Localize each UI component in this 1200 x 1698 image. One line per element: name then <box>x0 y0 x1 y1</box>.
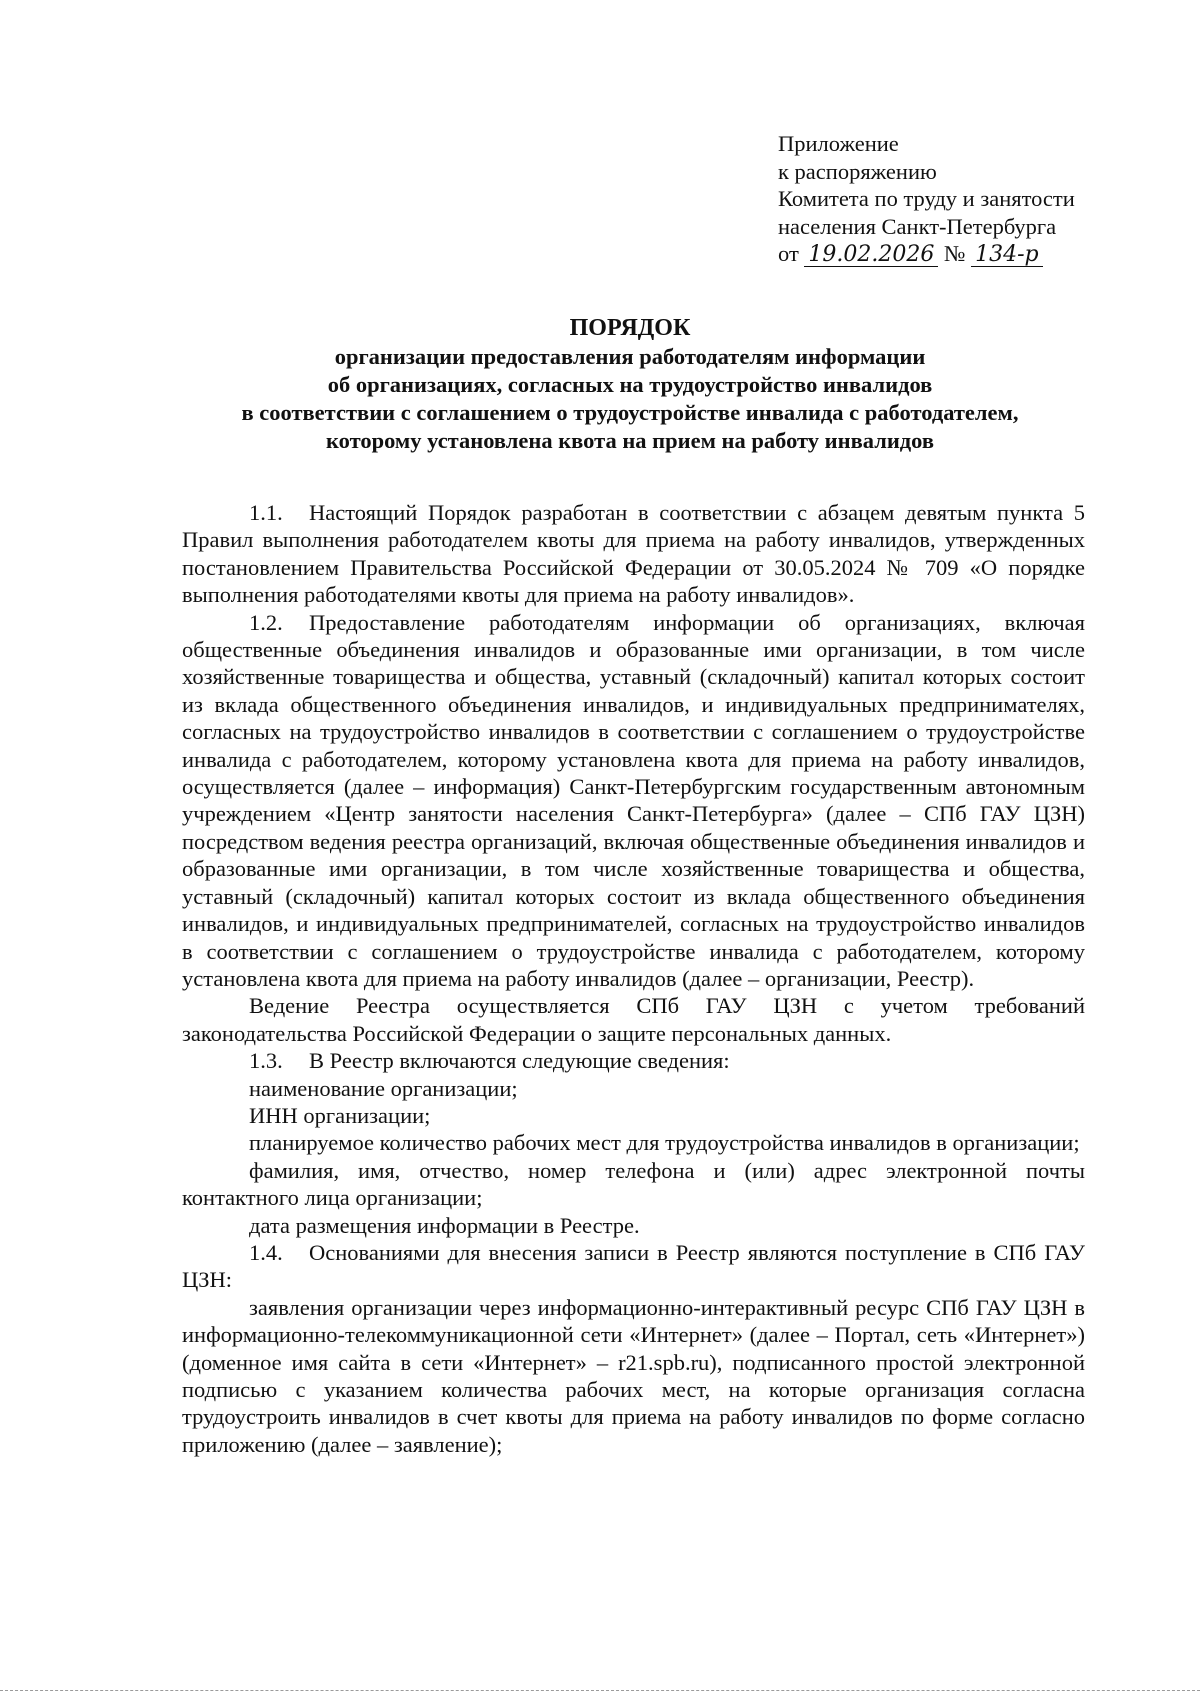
list-item <box>182 1157 1085 1212</box>
paragraph-text: дата размещения информации в Реестре. <box>249 1212 640 1238</box>
paragraph-text: фамилия, имя, отчество, номер телефона и (или) адрес электронной почты контактного лица организации; <box>182 1157 1085 1211</box>
annex-date-line <box>778 240 1108 268</box>
paragraph-number: 1.3. <box>249 1048 283 1074</box>
paragraph-text: Основаниями для внесения записи в Реестр являются поступление в СПб ГАУ ЦЗН: <box>182 1239 1085 1293</box>
scan-bottom-edge <box>0 1690 1200 1691</box>
paragraph-1-2 <box>182 609 1085 993</box>
paragraph-text: Ведение Реестра осуществляется СПб ГАУ ЦЗН с учетом требований законодательства Российской Федерации о защите персональных данных. <box>182 993 1085 1046</box>
paragraph-number: 1.1. <box>249 500 283 525</box>
title-main: ПОРЯДОК <box>569 315 691 341</box>
paragraph-text: Настоящий Порядок разработан в соответствии с абзацем девятым пункта 5 Правил выполнения работодателем квоты для приема на работу инвалидов, утвержденных постановлением Правительства Российской Федерации от 30.05.2024 № 709 «О порядке выполнения работодателями квоты для приема на работу инвалидов». <box>182 500 1085 608</box>
list-item <box>182 1075 1085 1102</box>
paragraph-text: наименование организации; <box>249 1075 518 1101</box>
list-item <box>182 1102 1085 1129</box>
title-sub-line-1: организации предоставления работодателям информации <box>334 344 926 369</box>
document-title <box>200 313 1060 455</box>
paragraph-1-3 <box>182 1047 1085 1074</box>
paragraph-text: планируемое количество рабочих мест для трудоустройства инвалидов в организации; <box>249 1130 1080 1156</box>
paragraph-1-4 <box>182 1239 1085 1294</box>
paragraph-registry-maintenance <box>182 992 1085 1047</box>
annex-line-3: Комитета по труду и занятости <box>778 186 1075 211</box>
paragraph-1-1 <box>182 499 1085 609</box>
title-sub-line-2: об организациях, согласных на трудоустройство инвалидов <box>327 372 933 397</box>
paragraph-text: ИНН организации; <box>249 1102 431 1128</box>
paragraph-text: В Реестр включаются следующие сведения: <box>309 1048 730 1074</box>
handwritten-date: 19.02.2026 <box>804 244 938 267</box>
handwritten-number: 134-р <box>971 244 1043 267</box>
title-sub-line-3: в соответствии с соглашением о трудоустройстве инвалида с работодателем, <box>241 400 1019 425</box>
title-sub-line-4: которому установлена квота на прием на работу инвалидов <box>325 428 935 453</box>
paragraph-text: Предоставление работодателям информации об организациях, включая общественные объединения инвалидов и образованные ими организации, в том числе хозяйственные товарищества и общества, уставный (складочный) капитал которых состоит из вклада общественного объединения инвалидов, и индивидуальных предпринимателях, согласных на трудоустройство инвалидов в соответствии с соглашением о трудоустройстве инвалида с работодателем, которому установлена квота для приема на работу инвалидов, осуществляется (далее – информация) Санкт-Петербургским государственным автономным учреждением «Центр занятости населения Санкт-Петербурга» (далее – СПб ГАУ ЦЗН) посредством ведения реестра организаций, включая общественные объединения инвалидов и образованные ими организации, в том числе хозяйственные товарищества и общества, уставный (складочный) капитал которых состоит из вклада общественного объединения инвалидов, и индивидуальных предпринимателей, согласных на трудоустройство инвалидов в соответствии с соглашением о трудоустройстве инвалида с работодателем, которому установлена квота для приема на работу инвалидов (далее – организации, Реестр). <box>182 609 1085 991</box>
annex-line-4: населения Санкт-Петербурга <box>778 213 1057 239</box>
annex-header <box>778 130 1108 268</box>
date-prefix: от <box>778 241 799 266</box>
annex-line-1: Приложение <box>778 131 899 156</box>
number-prefix: № <box>944 241 966 266</box>
paragraph-number: 1.2. <box>249 609 283 635</box>
annex-line-2: к распоряжению <box>778 158 937 184</box>
paragraph-text: заявления организации через информационно-интерактивный ресурс СПб ГАУ ЦЗН в информационно-телекоммуникационной сети «Интернет» (далее – Портал, сеть «Интернет») (доменное имя сайта в сети «Интернет» – r21.spb.ru), подписанного простой электронной подписью с указанием количества рабочих мест, на которые организация согласна трудоустроить инвалидов в счет квоты для приема на работу инвалидов по форме согласно приложению (далее – заявление); <box>182 1294 1085 1457</box>
list-item <box>182 1129 1085 1156</box>
list-item <box>182 1212 1085 1239</box>
paragraph-number: 1.4. <box>249 1239 283 1265</box>
document-body <box>182 499 1085 1458</box>
list-item <box>182 1294 1085 1458</box>
